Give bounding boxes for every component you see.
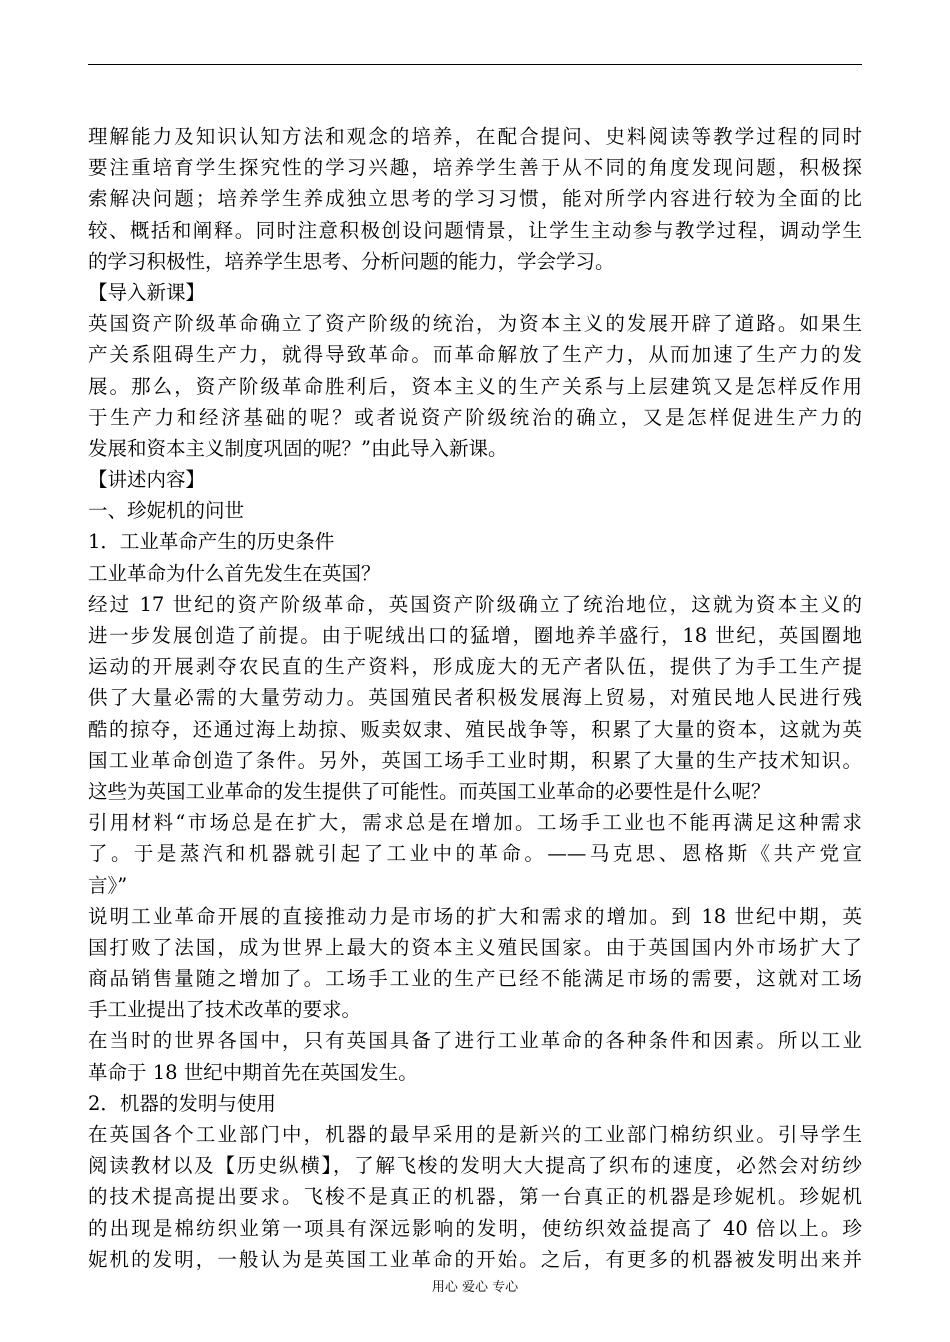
text-line: 索解决问题；培养学生养成独立思考的学习习惯，能对所学内容进行较为全面的比 <box>88 187 862 211</box>
text-line: 展。那么，资产阶级革命胜利后，资本主义的生产关系与上层建筑又是怎样反作用 <box>88 374 862 398</box>
section-heading: 【讲述内容】 <box>88 468 206 492</box>
text-line: 供了大量必需的大量劳动力。英国殖民者积极发展海上贸易，对殖民地人民进行残 <box>88 686 862 710</box>
text-line: 了。于是蒸汽和机器就引起了工业中的革命。——马克思、恩格斯《共产党宣 <box>88 842 862 866</box>
text-line: 较、概括和阐释。同时注意积极创设问题情景，让学生主动参与教学过程，调动学生 <box>88 218 862 242</box>
text-line: 这些为英国工业革命的发生提供了可能性。而英国工业革命的必要性是什么呢？ <box>88 779 771 803</box>
text-line: 说明工业革命开展的直接推动力是市场的扩大和需求的增加。到 18 世纪中期，英 <box>88 904 862 928</box>
subsection-heading: 2．机器的发明与使用 <box>88 1091 276 1115</box>
text-line: 发展和资本主义制度巩固的呢？”由此导入新课。 <box>88 436 508 460</box>
text-line: 工业革命为什么首先发生在英国？ <box>88 561 381 585</box>
text-line: 革命于 18 世纪中期首先在英国发生。 <box>88 1060 418 1084</box>
text-line: 手工业提出了技术改革的要求。 <box>88 998 362 1022</box>
text-line: 运动的开展剥夺农民直的生产资料，形成庞大的无产者队伍，提供了为手工生产提 <box>88 655 862 679</box>
text-line: 理解能力及知识认知方法和观念的培养，在配合提问、史料阅读等教学过程的同时 <box>88 125 862 148</box>
text-line: 的技术提高提出要求。飞梭不是真正的机器，第一台真正的机器是珍妮机。珍妮机 <box>88 1185 862 1209</box>
text-line: 的学习积极性，培养学生思考、分析问题的能力，学会学习。 <box>88 249 615 273</box>
text-line: 国打败了法国，成为世界上最大的资本主义殖民国家。由于英国国内外市场扩大了 <box>88 935 862 959</box>
text-line: 阅读教材以及【历史纵横】，了解飞梭的发明大大提高了织布的速度，必然会对纺纱 <box>88 1154 862 1178</box>
text-line: 于生产力和经济基础的呢？或者说资产阶级统治的确立，又是怎样促进生产力的 <box>88 405 862 429</box>
section-heading: 【导入新课】 <box>88 280 206 304</box>
text-line: 要注重培育学生探究性的学习兴趣，培养学生善于从不同的角度发现问题，积极探 <box>88 156 862 180</box>
text-line: 的出现是棉纺织业第一项具有深远影响的发明，使纺织效益提高了 40 倍以上。珍 <box>88 1216 862 1240</box>
text-line: 进一步发展创造了前提。由于呢绒出口的猛增，圈地养羊盛行，18 世纪，英国圈地 <box>88 624 862 647</box>
header-rule <box>88 64 862 65</box>
text-line: 商品销售量随之增加了。工场手工业的生产已经不能满足市场的需要，这就对工场 <box>88 967 862 991</box>
text-line: 英国资产阶级革命确立了资产阶级的统治，为资本主义的发展开辟了道路。如果生 <box>88 312 862 336</box>
document-body <box>88 121 862 1275</box>
text-line: 经过 17 世纪的资产阶级革命，英国资产阶级确立了统治地位，这就为资本主义的 <box>88 592 862 616</box>
subsection-heading: 1．工业革命产生的历史条件 <box>88 530 335 554</box>
text-line: 在当时的世界各国中，只有英国具备了进行工业革命的各种条件和因素。所以工业 <box>88 1029 862 1053</box>
text-line: 国工业革命创造了条件。另外，英国工场手工业时期，积累了大量的生产技术知识。 <box>88 748 862 772</box>
text-line: 酷的掠夺，还通过海上劫掠、贩卖奴隶、殖民战争等，积累了大量的资本，这就为英 <box>88 717 862 741</box>
subsection-heading: 一、珍妮机的问世 <box>88 499 245 523</box>
page-footer: 用心 爱心 专心 <box>431 1280 519 1295</box>
text-line: 妮机的发明，一般认为是英国工业革命的开始。之后，有更多的机器被发明出来并 <box>88 1247 862 1271</box>
text-line: 言》” <box>88 873 128 897</box>
text-line: 引用材料“市场总是在扩大，需求总是在增加。工场手工业也不能再满足这种需求 <box>88 811 862 835</box>
text-line: 产关系阻碍生产力，就得导致革命。而革命解放了生产力，从而加速了生产力的发 <box>88 343 862 367</box>
text-line: 在英国各个工业部门中，机器的最早采用的是新兴的工业部门棉纺织业。引导学生 <box>88 1123 862 1146</box>
